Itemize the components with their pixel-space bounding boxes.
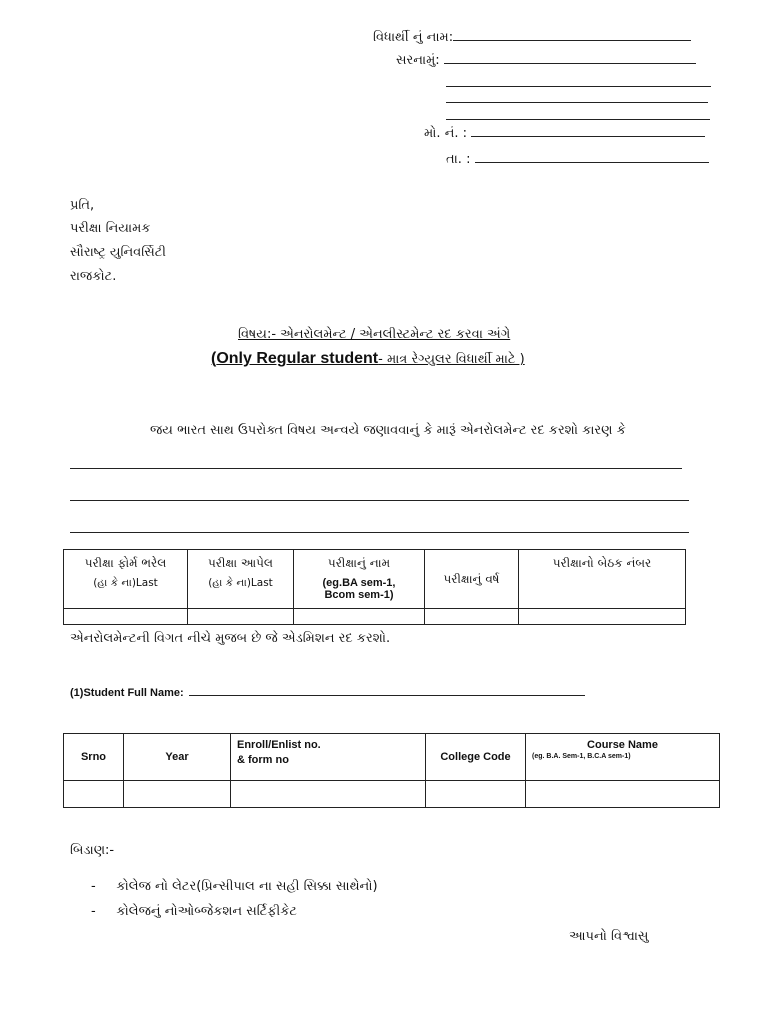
enroll-header-college-code: College Code: [426, 734, 526, 781]
reason-line-1[interactable]: [70, 468, 682, 469]
exam-cell-exam-given[interactable]: [188, 609, 294, 625]
exam-header-exam-name: [294, 550, 425, 609]
date-field: [446, 152, 709, 167]
subject-line-1: વિષય:- એનરોલમેન્ટ / એનલીસ્ટમેન્ટ રદ કરવા અંગે: [238, 327, 511, 342]
reason-line-2[interactable]: [70, 500, 689, 501]
subject-bold: Only Regular student: [216, 350, 379, 367]
enroll-header-course-name-main: Course Name: [587, 739, 658, 751]
exam-header-exam-given-sub: (હા કે ના)Last: [208, 577, 273, 589]
enroll-header-course-name-example: (eg. B.A. Sem-1, B.C.A sem-1): [532, 753, 631, 760]
exam-cell-exam-name[interactable]: [294, 609, 425, 625]
recipient-line-1: પ્રતિ,: [70, 198, 95, 213]
student-full-name-blank[interactable]: [189, 695, 585, 696]
address-label: સરનામું:: [396, 53, 440, 68]
exam-header-exam-name-sub: (eg.BA sem-1,: [322, 577, 396, 589]
exam-table-header-row: [64, 550, 686, 609]
subject-line-2: [211, 350, 525, 368]
attachments-title: બિડાણ:-: [70, 843, 115, 858]
exam-cell-seat-number[interactable]: [519, 609, 686, 625]
enroll-cell-course-name[interactable]: [526, 781, 720, 808]
reason-line-3[interactable]: [70, 532, 689, 533]
enroll-cell-college-code[interactable]: [426, 781, 526, 808]
exam-table: [63, 549, 686, 625]
address-blank-3[interactable]: [446, 102, 708, 103]
address-blank-2[interactable]: [446, 86, 711, 87]
enroll-cell-year[interactable]: [124, 781, 231, 808]
student-name-label: વિધાર્થી નું નામ:: [373, 30, 454, 45]
recipient-line-4: રાજકોટ.: [70, 269, 117, 284]
recipient-line-3: સૌરાષ્ટ્ર યુનિવર્સિટી: [70, 245, 167, 260]
mobile-blank[interactable]: [471, 136, 705, 137]
exam-header-form-filled-sub: (હા કે ના)Last: [93, 577, 158, 589]
exam-header-form-filled: [64, 550, 188, 609]
enroll-table-header-row: [64, 734, 720, 781]
enroll-table-row: [64, 781, 720, 808]
enroll-header-enroll-no-line2: & form no: [237, 754, 289, 766]
date-label: તા. :: [446, 152, 471, 167]
enroll-header-year: Year: [124, 734, 231, 781]
recipient-line-2: પરીક્ષા નિયામક: [70, 221, 151, 236]
student-name-field: [373, 30, 691, 45]
enroll-cell-srno[interactable]: [64, 781, 124, 808]
exam-table-row: [64, 609, 686, 625]
enroll-header-srno: Srno: [64, 734, 124, 781]
student-full-name-field: [70, 681, 585, 700]
mobile-label: મો. નં. :: [424, 126, 468, 141]
enroll-header-enroll-no: [231, 734, 426, 781]
mobile-field: [424, 126, 705, 141]
exam-cell-exam-year[interactable]: [425, 609, 519, 625]
exam-header-form-filled-main: પરીક્ષા ફોર્મ ભરેલ: [84, 556, 167, 570]
enroll-header-enroll-no-line1: Enroll/Enlist no.: [237, 739, 321, 751]
body-paragraph: જય ભારત સાથ ઉપરોક્ત વિષય અન્વયે જણાવવાનું કે મારૂં એનરોલમેન્ટ રદ કરશો કારણ કે: [150, 423, 626, 438]
exam-header-exam-year-main: પરીક્ષાનું વર્ષ: [443, 571, 500, 586]
enroll-cell-enroll-no[interactable]: [231, 781, 426, 808]
exam-header-exam-name-sub2: Bcom sem-1): [324, 589, 394, 601]
student-full-name-label: (1)Student Full Name:: [70, 687, 184, 699]
exam-header-exam-given-main: પરીક્ષા આપેલ: [207, 556, 273, 570]
exam-header-exam-name-main: પરીક્ષાનું નામ: [327, 556, 391, 570]
exam-header-seat-number: [519, 550, 686, 609]
enroll-table: [63, 733, 720, 808]
exam-cell-form-filled[interactable]: [64, 609, 188, 625]
closing-signature: આપનો વિશ્વાસુ: [569, 929, 649, 944]
address-blank-4[interactable]: [446, 119, 710, 120]
student-name-blank[interactable]: [453, 40, 691, 41]
attachment-item-2: - કોલેજનું નોઓબ્જેકશન સર્ટિફીકેટ: [91, 904, 297, 919]
enrollment-note: એનરોલમેન્ટની વિગત નીચે મુજબ છે જે એડમિશન રદ કરશો.: [70, 631, 391, 646]
attachment-item-1: - કોલેજ નો લેટર(પ્રિન્સીપાલ ના સહી સિક્કા સાથેનો): [91, 879, 378, 894]
exam-header-exam-given: [188, 550, 294, 609]
date-blank[interactable]: [475, 162, 709, 163]
address-field: [396, 53, 696, 68]
exam-header-seat-number-main: પરીક્ષાનો બેઠક નંબર: [552, 556, 652, 570]
address-blank-1[interactable]: [444, 63, 696, 64]
subject-paren: (: [211, 350, 217, 367]
subject-rest: - માત્ર રેગ્યુલર વિધાર્થી માટે ): [378, 352, 525, 367]
exam-header-exam-year: [425, 550, 519, 609]
enroll-header-course-name: [526, 734, 720, 781]
